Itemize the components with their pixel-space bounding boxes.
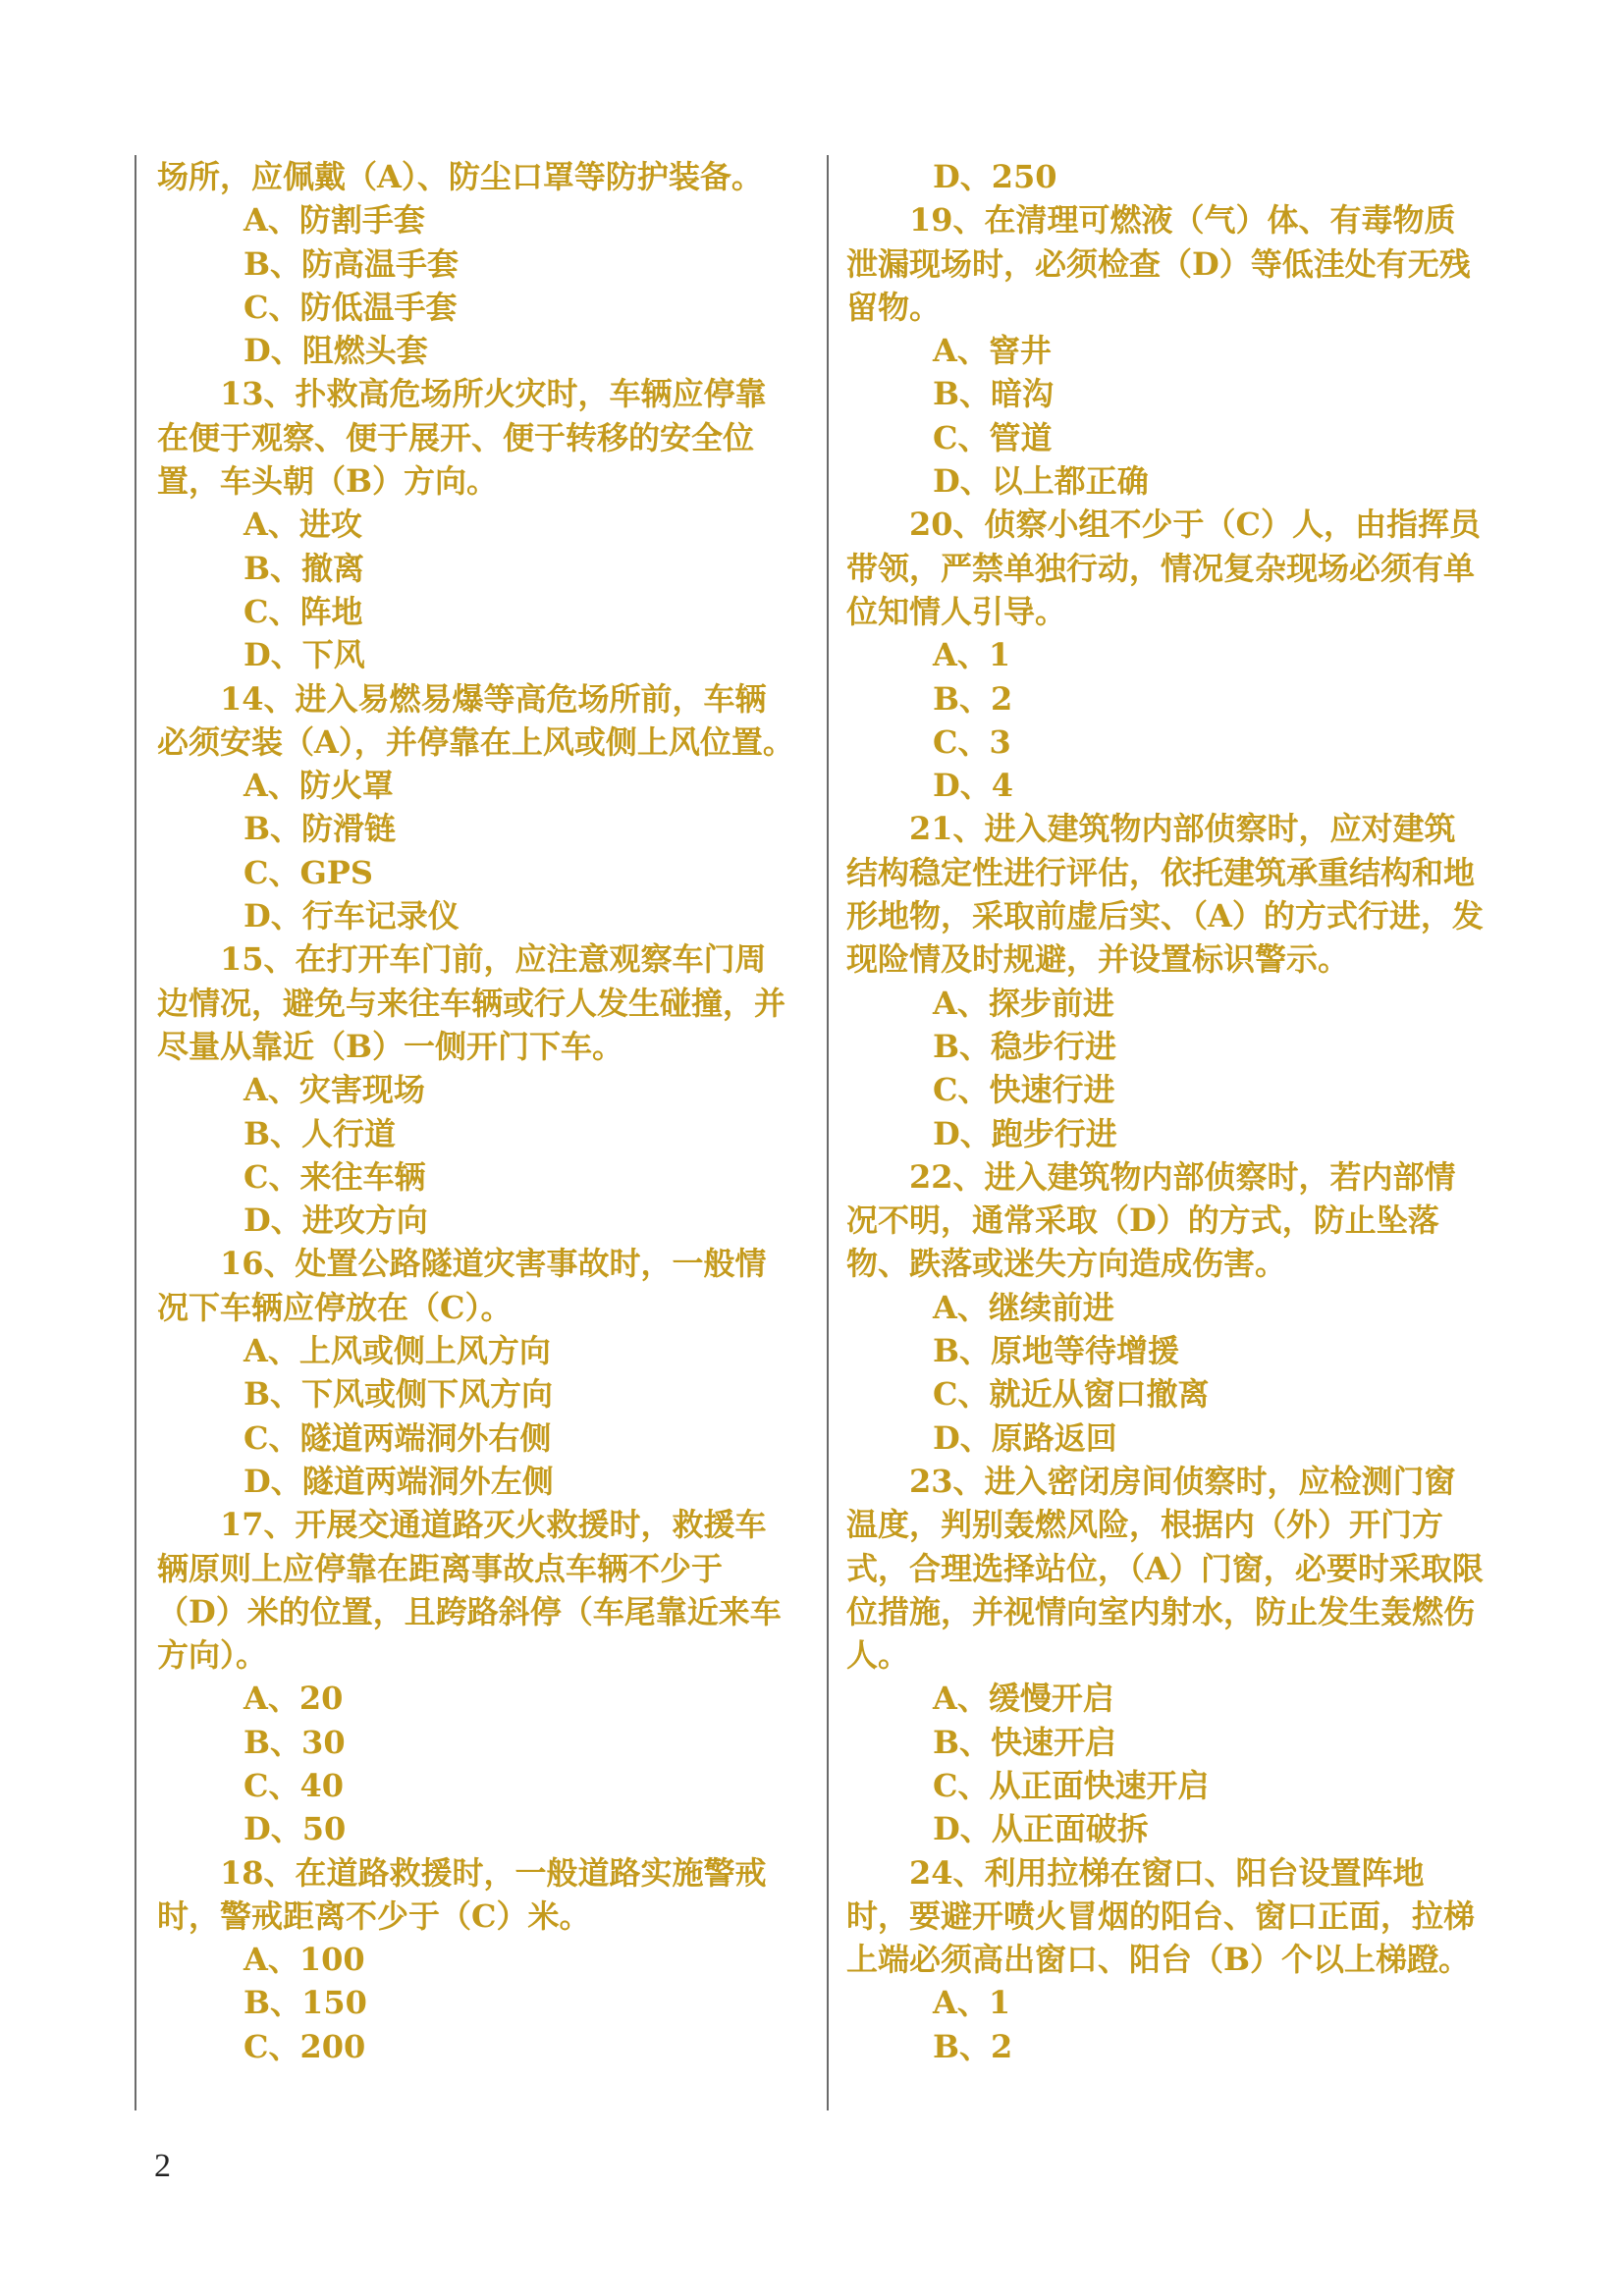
answer-option: D、行车记录仪 — [243, 897, 460, 935]
answer-option: D、4 — [933, 767, 1014, 805]
answer-option: B、人行道 — [243, 1114, 397, 1152]
question-text: 22、进入建筑物内部侦察时，若内部情况不明，通常采取（D）的方式，防止坠落物、跌落或迷失方向造成伤害。 — [846, 1157, 1456, 1283]
right-column — [846, 155, 1485, 2068]
answer-option: C、阵地 — [243, 592, 363, 630]
answer-option: C、来往车辆 — [243, 1157, 426, 1196]
answer-option: C、快速行进 — [933, 1071, 1115, 1109]
question-text: 23、进入密闭房间侦察时，应检测门窗温度，判别轰燃风险，根据内（外）开门方式，合理选择站位，（A）门窗，必要时采取限位措施，并视情向室内射水，防止发生轰燃伤人。 — [846, 1462, 1484, 1675]
answer-option: A、100 — [243, 1941, 365, 1979]
answer-option: B、原地等待增援 — [933, 1332, 1180, 1370]
answer-option: D、阻燃头套 — [243, 332, 428, 370]
answer-option: C、就近从窗口撤离 — [933, 1375, 1210, 1414]
question-text: 19、在清理可燃液（气）体、有毒物质泄漏现场时，必须检查（D）等低洼处有无残留物。 — [846, 201, 1471, 326]
answer-option: B、30 — [243, 1723, 346, 1761]
answer-option: B、150 — [243, 1984, 367, 2022]
answer-option: A、进攻 — [243, 506, 362, 544]
answer-option: D、下风 — [243, 636, 365, 674]
question-text: 13、扑救高危场所火灾时，车辆应停靠在便于观察、便于展开、便于转移的安全位置，车头朝（B）方向。 — [157, 375, 767, 501]
answer-option: B、稳步行进 — [933, 1027, 1117, 1065]
answer-option: B、2 — [933, 2027, 1013, 2065]
question-text: 20、侦察小组不少于（C）人，由指挥员带领，严禁单独行动，情况复杂现场必须有单位知情人引导。 — [846, 506, 1482, 630]
answer-option: B、快速开启 — [933, 1723, 1117, 1761]
page-number: 2 — [154, 2148, 171, 2184]
answer-option: C、管道 — [933, 418, 1053, 456]
left-margin-rule — [135, 155, 136, 2110]
answer-option: A、20 — [243, 1680, 344, 1718]
answer-option: D、进攻方向 — [243, 1201, 428, 1240]
answer-option: C、从正面快速开启 — [933, 1766, 1210, 1804]
answer-option: A、探步前进 — [933, 984, 1114, 1022]
question-text: 21、进入建筑物内部侦察时，应对建筑结构稳定性进行评估，依托建筑承重结构和地形地物，采取前虚后实、（A）的方式行进，发现险情及时规避，并设置标识警示。 — [846, 810, 1484, 979]
answer-option: A、防割手套 — [243, 201, 425, 240]
answer-option: D、隧道两端洞外左侧 — [243, 1462, 554, 1500]
answer-option: A、灾害现场 — [243, 1071, 425, 1109]
answer-option: D、原路返回 — [933, 1418, 1117, 1457]
answer-option: B、暗沟 — [933, 375, 1055, 413]
answer-option: D、50 — [243, 1810, 347, 1848]
answer-option: A、防火罩 — [243, 767, 394, 805]
answer-option: B、防滑链 — [243, 810, 397, 848]
answer-option: C、3 — [933, 722, 1011, 761]
left-column — [157, 155, 795, 2068]
question-text: 17、开展交通道路灭火救援时，救援车辆原则上应停靠在距离事故点车辆不少于（D）米的位置，且跨路斜停（车尾靠近来车方向）。 — [157, 1506, 782, 1675]
answer-option: D、从正面破拆 — [933, 1810, 1149, 1848]
answer-option: B、下风或侧下风方向 — [243, 1375, 554, 1414]
answer-option: D、跑步行进 — [933, 1114, 1117, 1152]
answer-option: A、继续前进 — [933, 1288, 1114, 1326]
continued-text: 场所，应佩戴（A）、防尘口罩等防护装备。 — [157, 158, 763, 195]
answer-option: A、1 — [933, 636, 1011, 674]
answer-option: C、200 — [243, 2027, 366, 2065]
answer-option: C、40 — [243, 1766, 345, 1804]
question-text: 15、在打开车门前，应注意观察车门周边情况，避免与来往车辆或行人发生碰撞，并尽量从靠近（B）一侧开门下车。 — [157, 940, 786, 1065]
question-text: 14、进入易燃易爆等高危场所前，车辆必须安装（A），并停靠在上风或侧上风位置。 — [157, 679, 794, 761]
answer-option: C、防低温手套 — [243, 288, 458, 326]
answer-option: A、1 — [933, 1984, 1011, 2022]
column-divider — [827, 155, 829, 2110]
answer-option: B、撤离 — [243, 549, 365, 587]
answer-option: B、防高温手套 — [243, 244, 460, 283]
question-text: 16、处置公路隧道灾害事故时，一般情况下车辆应停放在（C）。 — [157, 1245, 767, 1326]
answer-option: A、窨井 — [933, 332, 1052, 370]
question-text: 18、在道路救援时，一般道路实施警戒时，警戒距离不少于（C）米。 — [157, 1853, 767, 1935]
answer-option: C、GPS — [243, 853, 373, 891]
answer-option: A、缓慢开启 — [933, 1680, 1114, 1718]
answer-option: C、隧道两端洞外右侧 — [243, 1418, 552, 1457]
answer-option: A、上风或侧上风方向 — [243, 1332, 551, 1370]
answer-option: D、250 — [933, 158, 1057, 195]
answer-option: B、2 — [933, 679, 1013, 718]
question-text: 24、利用拉梯在窗口、阳台设置阵地时，要避开喷火冒烟的阳台、窗口正面，拉梯上端必须高出窗口、阳台（B）个以上梯蹬。 — [846, 1853, 1476, 1979]
answer-option: D、以上都正确 — [933, 462, 1149, 501]
